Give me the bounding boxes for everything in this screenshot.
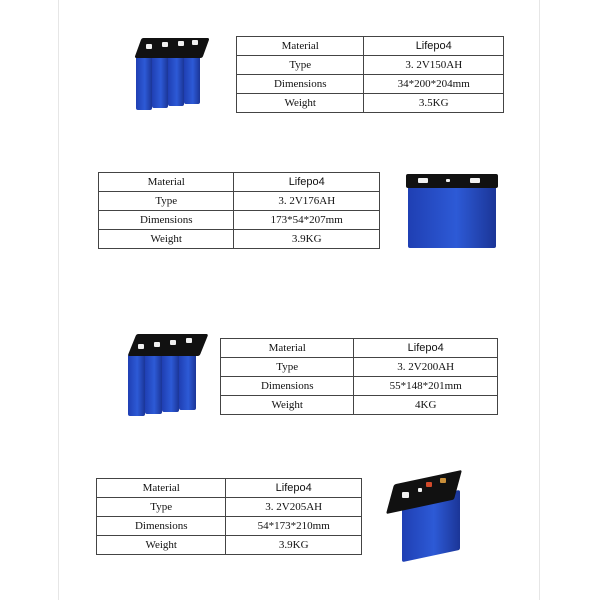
spec-value: Lifepo4 bbox=[364, 37, 504, 56]
spec-value: 3.9KG bbox=[234, 230, 380, 249]
spec-label: Type bbox=[97, 498, 226, 517]
spec-value: 3. 2V150AH bbox=[364, 56, 504, 75]
spec-value: 4KG bbox=[354, 396, 498, 415]
table-row bbox=[99, 173, 380, 192]
table-row bbox=[237, 75, 504, 94]
table-row bbox=[221, 339, 498, 358]
spec-value: 34*200*204mm bbox=[364, 75, 504, 94]
table-row bbox=[97, 498, 362, 517]
spec-label: Dimensions bbox=[237, 75, 364, 94]
spec-value: 3. 2V176AH bbox=[234, 192, 380, 211]
spec-label: Material bbox=[237, 37, 364, 56]
table-row bbox=[99, 230, 380, 249]
battery-pack-image-3 bbox=[124, 332, 208, 418]
table-row bbox=[97, 536, 362, 555]
spec-value: Lifepo4 bbox=[354, 339, 498, 358]
spec-label: Weight bbox=[237, 94, 364, 113]
table-row bbox=[221, 377, 498, 396]
spec-value: 3.9KG bbox=[226, 536, 362, 555]
spec-value: 3.5KG bbox=[364, 94, 504, 113]
spec-table-3 bbox=[220, 338, 498, 415]
table-row bbox=[237, 37, 504, 56]
spec-table-1 bbox=[236, 36, 504, 113]
spec-label: Material bbox=[221, 339, 354, 358]
spec-label: Weight bbox=[99, 230, 234, 249]
spec-value: 55*148*201mm bbox=[354, 377, 498, 396]
battery-pack-image-1 bbox=[132, 36, 210, 112]
spec-label: Dimensions bbox=[97, 517, 226, 536]
battery-cell-image-2 bbox=[404, 172, 498, 250]
spec-label: Material bbox=[99, 173, 234, 192]
table-row bbox=[221, 396, 498, 415]
spec-label: Weight bbox=[97, 536, 226, 555]
spec-value: Lifepo4 bbox=[226, 479, 362, 498]
spec-table-4 bbox=[96, 478, 362, 555]
spec-label: Dimensions bbox=[99, 211, 234, 230]
spec-label: Dimensions bbox=[221, 377, 354, 396]
spec-label: Weight bbox=[221, 396, 354, 415]
spec-value: 173*54*207mm bbox=[234, 211, 380, 230]
spec-label: Type bbox=[237, 56, 364, 75]
spec-value: 3. 2V205AH bbox=[226, 498, 362, 517]
spec-label: Type bbox=[221, 358, 354, 377]
battery-cell-image-4 bbox=[388, 470, 466, 560]
table-row bbox=[237, 56, 504, 75]
table-row bbox=[97, 479, 362, 498]
spec-value: 3. 2V200AH bbox=[354, 358, 498, 377]
table-row bbox=[99, 192, 380, 211]
table-row bbox=[221, 358, 498, 377]
spec-value: Lifepo4 bbox=[234, 173, 380, 192]
spec-label: Material bbox=[97, 479, 226, 498]
spec-label: Type bbox=[99, 192, 234, 211]
table-row bbox=[237, 94, 504, 113]
table-row bbox=[97, 517, 362, 536]
spec-table-2 bbox=[98, 172, 380, 249]
table-row bbox=[99, 211, 380, 230]
spec-value: 54*173*210mm bbox=[226, 517, 362, 536]
